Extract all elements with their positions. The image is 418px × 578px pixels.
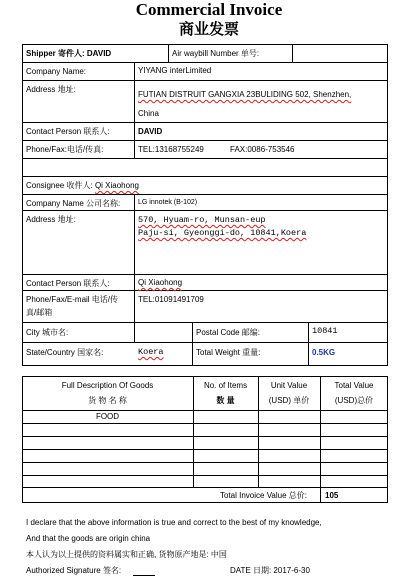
col-unit-header-2: (USD) 单价 (268, 396, 310, 405)
shipper-company-value: YIYANG interLimited (138, 66, 212, 75)
declaration-line-1: I declare that the above information is true and correct to the best of my knowledge, (26, 518, 322, 527)
col-total-header-1: Total Value (334, 381, 374, 390)
col-unit-header-1: Unit Value (270, 381, 308, 390)
shipper-phone-value: TEL:13168755249 (138, 145, 204, 154)
consignee-value: Qi Xiaohong (94, 181, 139, 190)
total-invoice-label: Total Invoice Value 总价: (220, 491, 308, 500)
awb-label: Air waybill Number 单号: (172, 49, 260, 58)
date-label: DATE 日期: (230, 566, 272, 575)
col-description-header-2: 货 物 名 称 (88, 396, 127, 405)
postal-label: Postal Code 邮编: (196, 328, 261, 337)
shipper-address-line1: FUTIAN DISTRUIT GANGXIA 23BULIDING 502, Shenzhen, (138, 90, 352, 99)
consignee-contact-value: Qi Xiaohong (138, 278, 183, 287)
shipper-value: DAVID (86, 49, 112, 58)
consignee-phone-label-2: 真/邮箱 (26, 308, 53, 317)
consignee-address-line1: 570, Hyuam-ro, Munsan-eup (138, 215, 266, 225)
weight-value: 0.5KG (312, 348, 336, 357)
shipper-address-line2: China (138, 109, 159, 118)
invoice-title-en: Commercial Invoice (135, 0, 283, 19)
consignee-address-label: Address 地址: (26, 215, 76, 224)
signature-label: Authorized Signature 签名: (26, 566, 122, 575)
state-label: State/Country 国家名: (26, 348, 104, 357)
col-description-header-1: Full Description Of Goods (61, 381, 154, 390)
state-value: Koera (138, 347, 164, 357)
shipper-company-label: Company Name: (26, 67, 87, 76)
consignee-phone-label-1: Phone/Fax/E-mail 电话/传 (26, 295, 119, 304)
shipper-address-label: Address 地址: (26, 85, 76, 94)
col-total-header-2: (USD)总价 (334, 396, 374, 405)
consignee-company-value: LG innotek (B-102) (138, 199, 198, 206)
col-items-header-1: No. of Items (203, 381, 248, 390)
shipper-phone-label: Phone/Fax:电话/传真: (26, 145, 104, 154)
consignee-address-line2: Paju-si, Gyeonggi-do, 10841,Koera (138, 228, 307, 238)
shipper-contact-value: DAVID (138, 127, 163, 136)
shipper-fax-value: FAX:0086-753546 (230, 145, 295, 154)
city-label: City 城市名: (26, 328, 69, 337)
weight-label: Total Weight 重量: (196, 348, 261, 357)
declaration-line-3: 本人认为以上提供的资料属实和正确, 货物原产地是: 中国 (26, 550, 227, 559)
total-invoice-value: 105 (325, 491, 339, 500)
consignee-contact-label: Contact Person 联系人: (26, 279, 110, 288)
table-row-1-description: FOOD (95, 412, 120, 421)
shipper-contact-label: Contact Person 联系人: (26, 127, 110, 136)
col-items-header-2: 数 量 (216, 396, 235, 405)
date-value: 2017-6-30 (273, 566, 310, 575)
postal-value: 10841 (312, 326, 338, 336)
consignee-company-label: Company Name 公司名称: (26, 199, 121, 208)
consignee-label: Consignee 收件人: (26, 181, 93, 190)
invoice-title-zh: 商业发票 (178, 20, 239, 38)
signature-line[interactable] (133, 575, 155, 576)
declaration-line-2: And that the goods are origin china (26, 534, 151, 543)
consignee-phone-value: TEL:01091491709 (138, 295, 204, 304)
shipper-label: Shipper 寄件人: (26, 49, 85, 58)
